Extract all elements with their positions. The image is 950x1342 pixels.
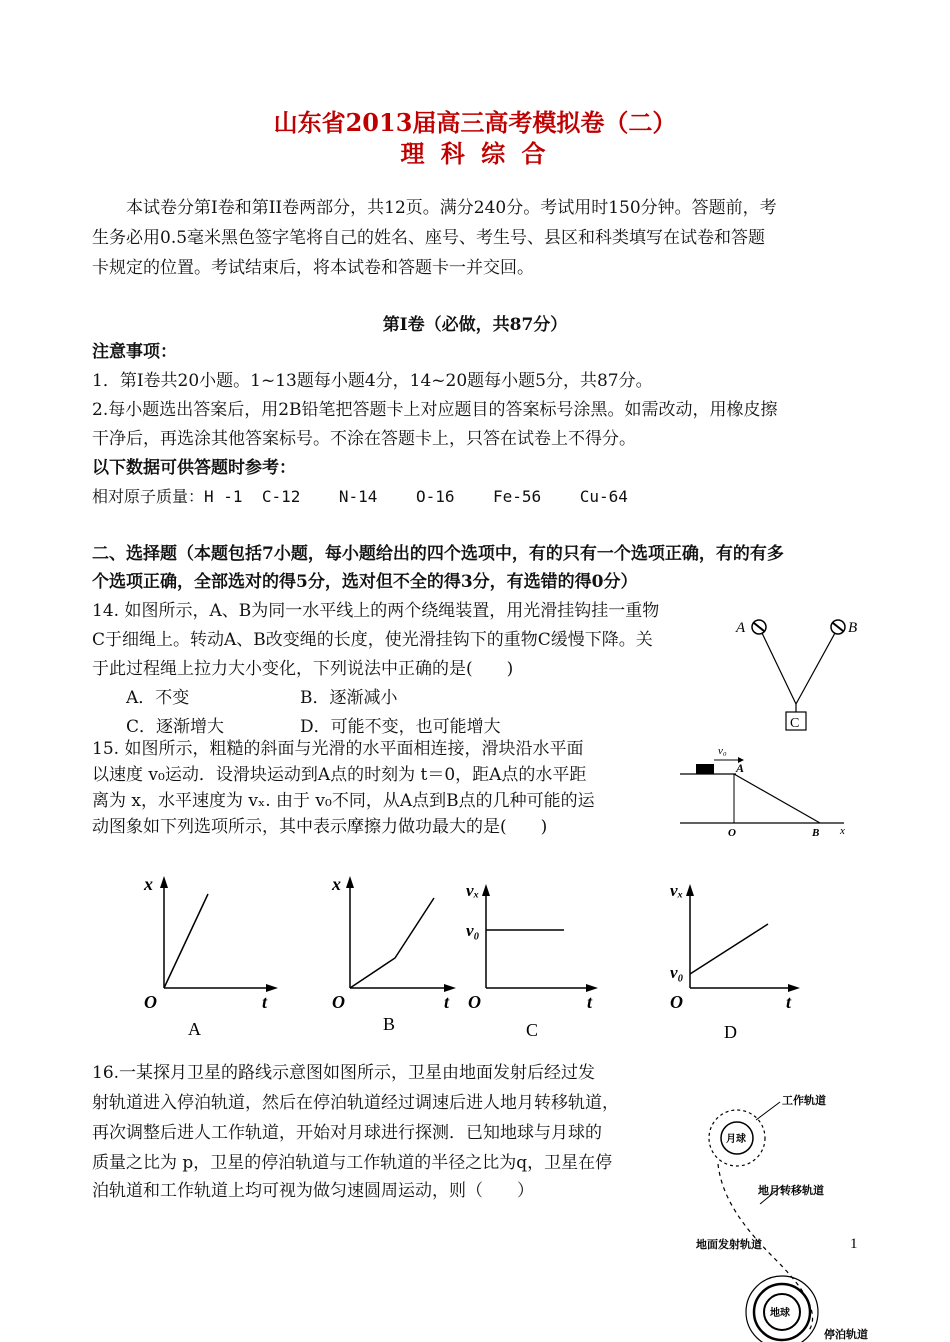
work-orbit-pointer [756, 1102, 780, 1120]
atomic-mass-o: O-16 [415, 487, 455, 506]
graph-a-ylabel: x [144, 874, 153, 894]
q16-line-1: 16.一某探月卫星的路线示意图如图所示，卫星由地面发射后经过发 [92, 1063, 596, 1083]
q15-line-3: 离为 x，水平速度为 vₓ. 由于 v₀不同，从A点到B点的几种可能的运 [92, 791, 595, 811]
q14-option-b: B．逐渐减小 [300, 688, 398, 708]
q15-fig-a: A [736, 761, 745, 775]
part2-heading-b: 个选项正确，全部选对的得5分，选对但不全的得3分，有选错的得0分） [92, 572, 638, 592]
q14-line-1: 14. 如图所示，A、B为同一水平线上的两个绕绳装置，用光滑挂钩挂一重物 [92, 601, 660, 621]
graph-d-x-arrow [788, 984, 800, 992]
graph-b-x-arrow [444, 984, 456, 992]
q15-line-2: 以速度 v₀运动．设滑块运动到A点的时刻为 t＝0，距A点的水平距 [92, 765, 587, 785]
intro-line-3: 卡规定的位置。考试结束后，将本试卷和答题卡一并交回。 [92, 258, 534, 278]
page-number: 1 [850, 1236, 858, 1252]
q15-graphs [130, 870, 810, 1050]
atomic-mass-fe: Fe-56 [493, 487, 542, 506]
transfer-orbit-label: 地月转移轨道 [758, 1185, 824, 1197]
graph-a-label: A [188, 1019, 201, 1039]
graph-b-xlabel: t [444, 992, 450, 1012]
exam-subtitle: 理 科 综 合 [400, 139, 550, 168]
graph-d [670, 881, 800, 1042]
graph-d-xlabel: t [786, 992, 792, 1012]
graph-c-label: C [526, 1020, 539, 1040]
graph-d-y-arrow [686, 884, 694, 896]
graph-b-label: B [383, 1014, 396, 1034]
q16-line-4: 质量之比为 p，卫星的停泊轨道与工作轨道的半径之比为q，卫星在停 [92, 1153, 613, 1173]
notice-item-1: 1．第I卷共20小题。1~13题每小题4分，14~20题每小题5分，共87分。 [92, 371, 653, 391]
work-orbit-label: 工作轨道 [782, 1095, 826, 1107]
graph-c-origin: O [468, 992, 481, 1012]
graph-c-xlabel: t [587, 992, 593, 1012]
slider-block [696, 764, 714, 774]
q14-line-2: C于细绳上。转动A、B改变绳的长度，使光滑挂钩下的重物C缓慢下降。关 [92, 630, 653, 650]
section-heading: 第I卷（必做，共87分） [382, 315, 568, 335]
graph-d-origin: O [670, 992, 683, 1012]
atomic-mass-line [92, 482, 862, 512]
q15-fig-b: B [812, 827, 820, 839]
graph-a-y-arrow [160, 876, 168, 888]
graph-c-y-arrow [482, 884, 490, 896]
q15-fig-v0: v₀ [718, 745, 727, 757]
graph-b [331, 874, 456, 1034]
intro-line-1: 本试卷分第I卷和第II卷两部分，共12页。满分240分。考试用时150分钟。答题前，考 [126, 198, 777, 218]
part2-heading-a: 二、选择题（本题包括7小题，每小题给出的四个选项中，有的只有一个选项正确，有的有多 [92, 544, 784, 564]
q15-fig-o: O [728, 827, 736, 839]
graph-c-x-arrow [586, 984, 598, 992]
graph-c-ylabel: vₓ [466, 881, 480, 900]
reference-title: 以下数据可供答题时参考： [92, 458, 296, 478]
q15-incline-figure [678, 740, 858, 840]
graph-c [466, 881, 598, 1040]
graph-a-xlabel: t [262, 992, 268, 1012]
atomic-mass-c: C-12 [261, 487, 301, 506]
launch-orbit-label: 地面发射轨道 [696, 1239, 762, 1251]
atomic-mass-n: N-14 [338, 487, 378, 506]
incline [734, 774, 820, 823]
earth-label: 地球 [770, 1308, 790, 1319]
notice-item-2a: 2.每小题选出答案后，用2B铅笔把答题卡上对应题目的答案标号涂黑。如需改动，用橡皮擦 [92, 400, 778, 420]
q16-orbit-figure [690, 1080, 890, 1342]
q15-fig-x: x [840, 825, 845, 837]
graph-a [143, 874, 278, 1039]
graph-d-label: D [724, 1022, 737, 1042]
rope-left [762, 633, 796, 704]
q16-line-3: 再次调整后进人工作轨道，开始对月球进行探测．已知地球与月球的 [92, 1123, 602, 1143]
q15-line-4: 动图象如下列选项所示，其中表示摩擦力做功最大的是( ) [92, 817, 548, 837]
q15-line-1: 15. 如图所示，粗糙的斜面与光滑的水平面相连接，滑块沿水平面 [92, 739, 584, 759]
rope-right [796, 633, 835, 704]
notice-title: 注意事项： [92, 342, 177, 362]
q14-fig-label-c: C [790, 716, 800, 731]
q14-line-3: 于此过程绳上拉力大小变化，下列说法中正确的是( ) [92, 659, 514, 679]
atomic-mass-cu: Cu-64 [579, 487, 628, 506]
notice-item-2b: 干净后，再选涂其他答案标号。不涂在答题卡上，只答在试卷上不得分。 [92, 429, 636, 449]
graph-c-v0: v₀ [466, 921, 480, 940]
graph-d-ylabel: vₓ [670, 881, 684, 900]
graph-a-curve [164, 894, 208, 988]
graph-d-curve [690, 924, 768, 974]
q14-figure [730, 610, 870, 740]
graph-b-y-arrow [346, 876, 354, 888]
q14-option-a: A．不变 [126, 688, 190, 708]
q14-option-d: D．可能不变，也可能增大 [300, 717, 501, 737]
q14-fig-label-a: A [736, 620, 746, 636]
graph-b-origin: O [332, 992, 345, 1012]
exam-title: 山东省2013届高三高考模拟卷（二） [273, 108, 677, 137]
parking-orbit-label: 停泊轨道 [824, 1329, 868, 1341]
graph-b-ylabel: x [332, 874, 341, 894]
graph-b-curve [350, 898, 434, 988]
q14-option-c: C．逐渐增大 [126, 717, 225, 737]
atomic-mass-h: H -1 [204, 487, 243, 506]
graph-a-origin: O [144, 992, 157, 1012]
graph-d-v0: v₀ [670, 963, 684, 982]
q16-line-5: 泊轨道和工作轨道上均可视为做匀速圆周运动，则（ ） [92, 1181, 534, 1201]
moon-label: 月球 [726, 1134, 746, 1145]
q14-fig-label-b: B [848, 620, 858, 636]
atomic-mass-prefix: 相对原子质量： [92, 487, 205, 506]
intro-line-2: 生务必用0.5毫米黑色签字笔将自己的姓名、座号、考生号、县区和科类填写在试卷和答题 [92, 228, 766, 248]
graph-a-x-arrow [266, 984, 278, 992]
q16-line-2: 射轨道进入停泊轨道，然后在停泊轨道经过调速后进人地月转移轨道， [92, 1093, 619, 1113]
